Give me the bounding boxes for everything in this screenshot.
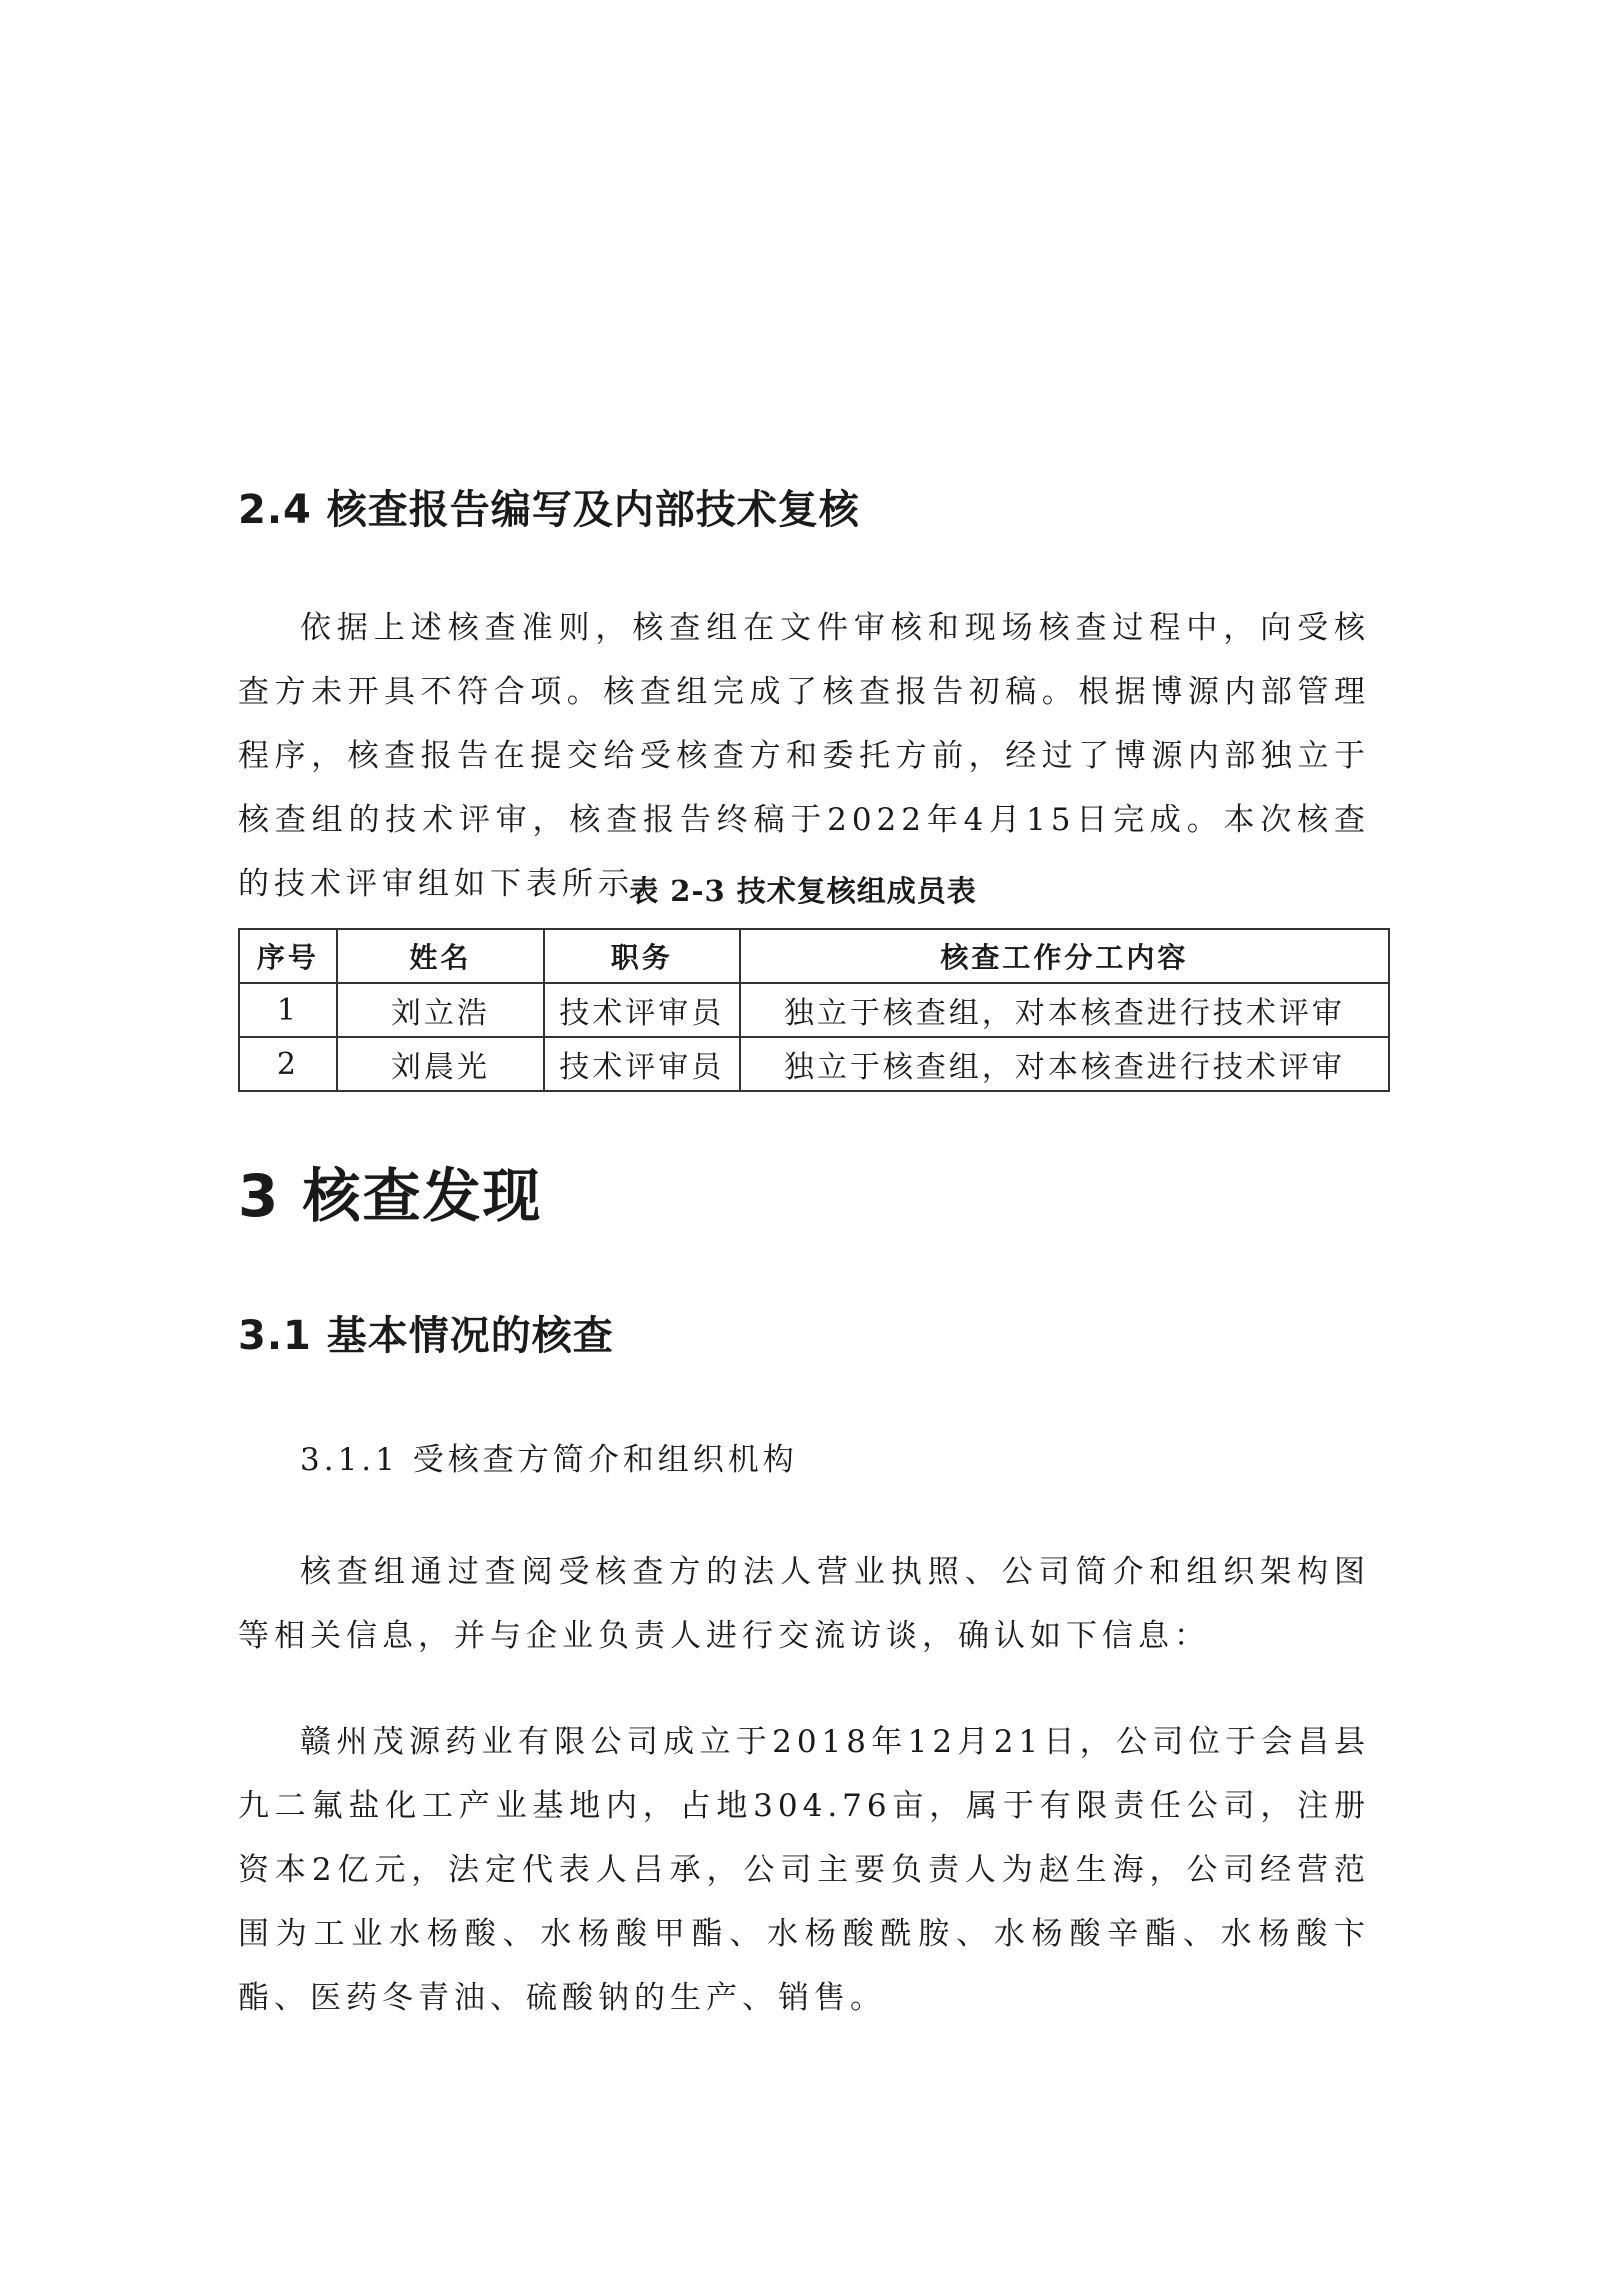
table-header-row (239, 929, 1389, 983)
cell-duty: 独立于核查组，对本核查进行技术评审 (740, 983, 1389, 1037)
cell-position: 技术评审员 (544, 983, 740, 1037)
section-3-1-paragraph-1: 核查组通过查阅受核查方的法人营业执照、公司简介和组织架构图等相关信息，并与企业负责人进行交流访谈，确认如下信息： (238, 1554, 1370, 1654)
header-name: 姓名 (337, 929, 544, 983)
cell-name: 刘晨光 (337, 1037, 544, 1091)
cell-duty: 独立于核查组，对本核查进行技术评审 (740, 1037, 1389, 1091)
cell-name: 刘立浩 (337, 983, 544, 1037)
header-duty: 核查工作分工内容 (740, 929, 1389, 983)
table-row (239, 1037, 1389, 1091)
section-3-1-paragraph-2: 赣州茂源药业有限公司成立于2018年12月21日，公司位于会昌县九二氟盐化工产业基地内，占地304.76亩，属于有限责任公司，注册资本2亿元，法定代表人吕承，公司主要负责人为赵生海，公司经营范围为工业水杨酸、水杨酸甲酯、水杨酸酰胺、水杨酸辛酯、水杨酸卞酯、医药冬青油、硫酸钠的生产、销售。 (238, 1724, 1370, 2016)
table-row (239, 983, 1389, 1037)
section-2-4-heading: 2.4 核查报告编写及内部技术复核 (238, 487, 860, 533)
cell-index: 1 (239, 983, 337, 1037)
cell-position: 技术评审员 (544, 1037, 740, 1091)
section-3-heading: 3 核查发现 (238, 1162, 543, 1230)
technical-review-members-table (238, 928, 1390, 1092)
section-3-1-1-subheading: 3.1.1 受核查方简介和组织机构 (300, 1442, 798, 1478)
cell-index: 2 (239, 1037, 337, 1091)
header-index: 序号 (239, 929, 337, 983)
section-2-4-paragraph: 依据上述核查准则，核查组在文件审核和现场核查过程中，向受核查方未开具不符合项。核查组完成了核查报告初稿。根据博源内部管理程序，核查报告在提交给受核查方和委托方前，经过了博源内部独立于核查组的技术评审，核查报告终稿于2022年4月15日完成。本次核查的技术评审组如下表所示。 (238, 610, 1370, 902)
header-position: 职务 (544, 929, 740, 983)
section-3-1-heading: 3.1 基本情况的核查 (238, 1313, 614, 1359)
table-caption: 表 2-3 技术复核组成员表 (629, 874, 977, 908)
